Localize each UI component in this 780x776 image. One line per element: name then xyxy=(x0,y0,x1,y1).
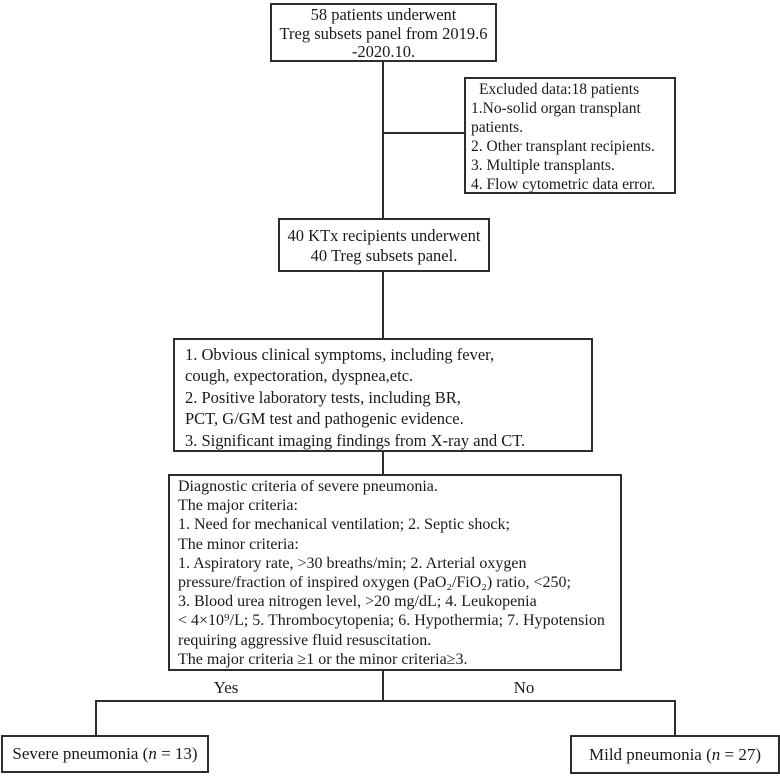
outcome-prefix: Severe pneumonia ( xyxy=(12,744,149,763)
excluded-data-box xyxy=(464,77,676,194)
text-line: 2. Positive laboratory tests, including BR, xyxy=(185,387,461,407)
text-line: The major criteria ≥1 or the minor criteria≥3. xyxy=(178,650,468,668)
connector-enrollment-to-ktx xyxy=(382,61,384,218)
outcome-text xyxy=(12,744,197,764)
text-line: Diagnostic criteria of severe pneumonia. xyxy=(178,478,438,495)
branch-left-drop xyxy=(95,700,97,735)
branch-horizontal-line xyxy=(95,700,676,702)
text-line: Excluded data:18 patients xyxy=(479,81,640,98)
ktx-recipients-box xyxy=(278,218,490,272)
text-line: cough, expectoration, dyspnea,etc. xyxy=(185,366,414,386)
text-line: 1.No-solid organ transplant xyxy=(471,100,641,118)
connector-ktx-to-evidence xyxy=(382,271,384,338)
text-line: -2020.10. xyxy=(351,42,416,61)
text-line: PCT, G/GM test and pathogenic evidence. xyxy=(185,409,464,429)
connector-to-excluded xyxy=(382,132,465,134)
enrollment-box xyxy=(270,3,497,62)
severe-criteria-box xyxy=(168,474,622,671)
n-variable: n xyxy=(711,744,721,764)
connector-evidence-to-criteria xyxy=(382,451,384,474)
text-line: 40 Treg subsets panel. xyxy=(310,246,458,265)
text-line: 4. Flow cytometric data error. xyxy=(471,176,656,194)
text-line: 3. Blood urea nitrogen level, >20 mg/dL; 4. Leukopenia xyxy=(178,593,537,611)
text-line: The minor criteria: xyxy=(178,535,299,553)
text-line: pressure/fraction of inspired oxygen (PaO₂/FiO₂) ratio, <250; xyxy=(178,574,571,592)
text-line: < 4×10⁹/L; 5. Thrombocytopenia; 6. Hypothermia; 7. Hypotension xyxy=(178,612,605,630)
text-line: 1. Aspiratory rate, >30 breaths/min; 2. Arterial oxygen xyxy=(178,554,527,572)
text-line: 3. Multiple transplants. xyxy=(471,157,615,175)
text-line: 1. Obvious clinical symptoms, including fever, xyxy=(185,345,495,364)
text-line: 40 KTx recipients underwent xyxy=(287,226,481,245)
connector-criteria-to-branch xyxy=(382,670,384,702)
text-line: Treg subsets panel from 2019.6 xyxy=(279,23,488,43)
mild-pneumonia-box xyxy=(570,735,780,774)
text-line: The major criteria: xyxy=(178,497,298,515)
outcome-suffix: = 27) xyxy=(720,744,761,764)
n-variable: n xyxy=(148,744,157,763)
outcome-suffix: = 13) xyxy=(156,744,198,763)
outcome-prefix: Mild pneumonia ( xyxy=(588,744,712,764)
text-line: 2. Other transplant recipients. xyxy=(471,138,655,156)
outcome-text xyxy=(589,745,761,765)
branch-right-drop xyxy=(674,700,676,735)
text-line: requiring aggressive fluid resuscitation. xyxy=(178,631,432,649)
text-line: patients. xyxy=(471,119,524,137)
infection-evidence-box xyxy=(173,338,593,452)
text-line: 3. Significant imaging findings from X-ray and CT. xyxy=(185,430,526,450)
no-branch-label: No xyxy=(513,678,535,697)
text-line: 58 patients underwent xyxy=(310,5,457,24)
severe-pneumonia-box xyxy=(1,735,209,773)
yes-branch-label: Yes xyxy=(213,678,239,697)
text-line: 1. Need for mechanical ventilation; 2. Septic shock; xyxy=(178,516,510,534)
